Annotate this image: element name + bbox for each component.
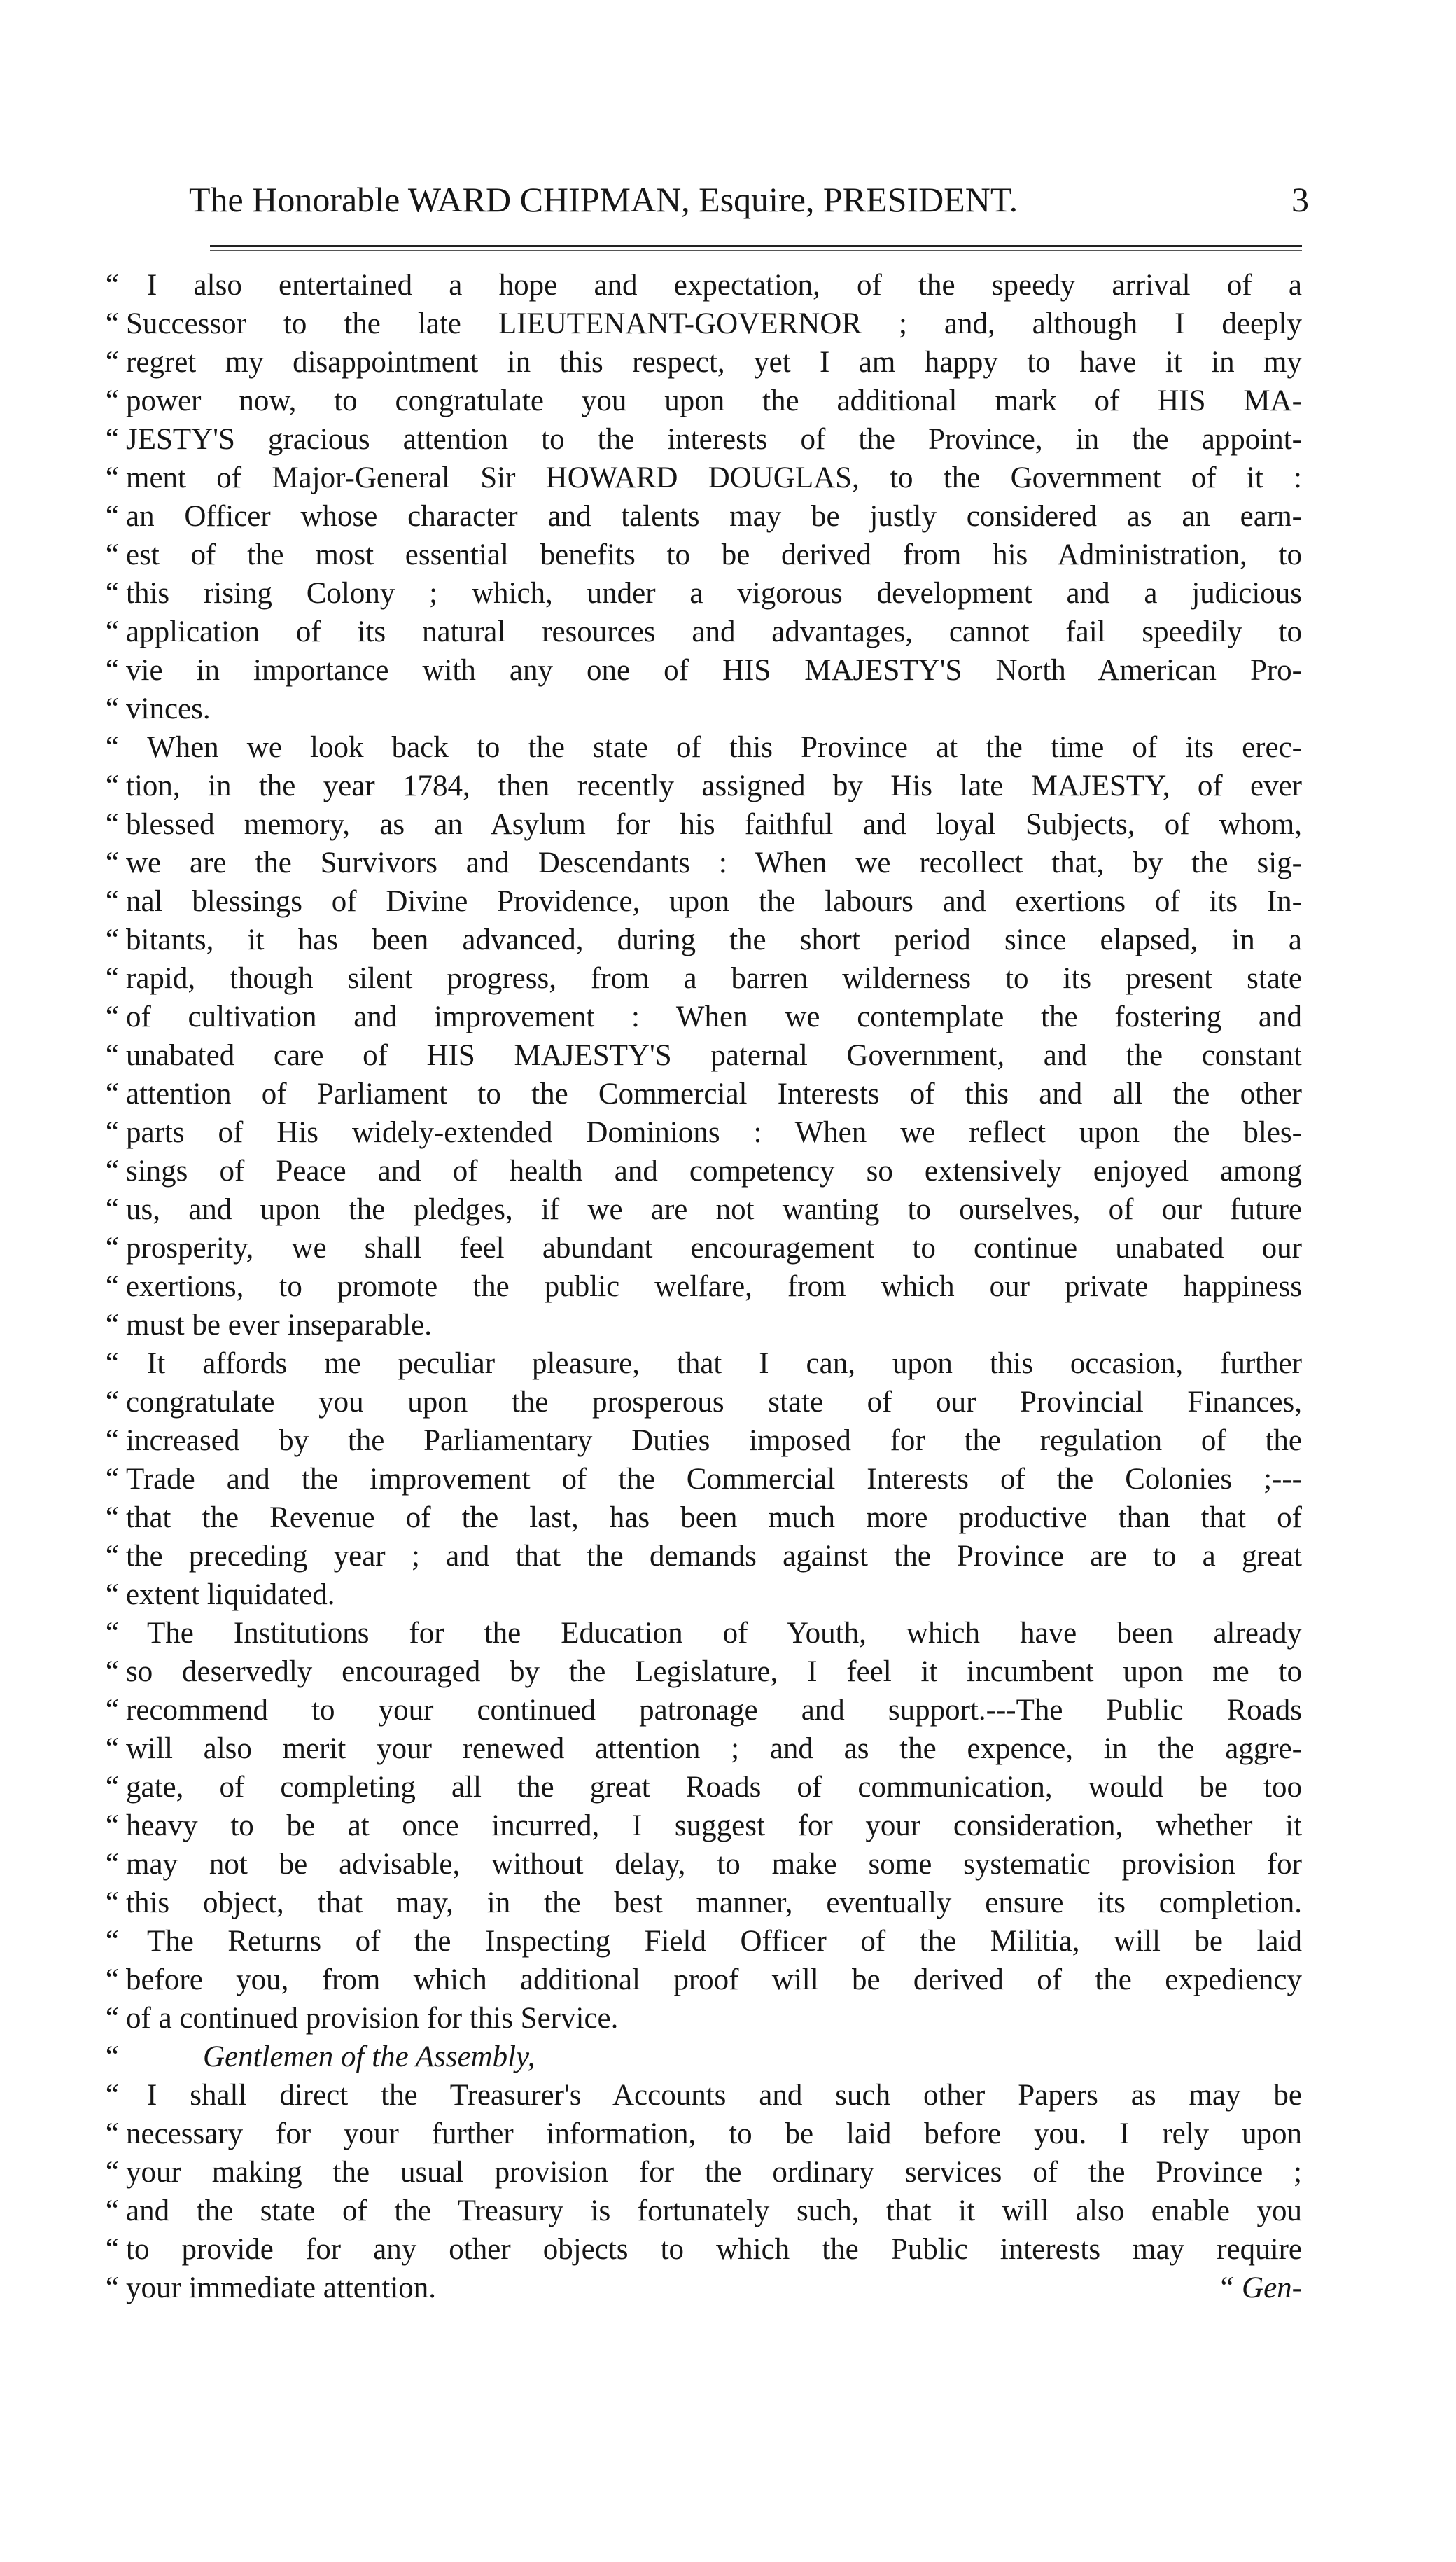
line-text: necessary for your further information, to be laid before you. I rely upon (126, 2117, 1302, 2150)
text-line (0, 1036, 1456, 1075)
quote-mark: “ (105, 1886, 119, 1919)
text-line (0, 1383, 1456, 1421)
line-text: est of the most essential benefits to be derived from his Administration, to (126, 538, 1302, 571)
text-line (0, 2115, 1456, 2153)
line-text: the preceding year ; and that the demands against the Province are to a great (126, 1540, 1302, 1573)
running-head (182, 175, 1309, 224)
text-line (0, 1884, 1456, 1922)
quote-mark: “ (105, 2271, 119, 2304)
quote-mark: “ (105, 1809, 119, 1842)
quote-mark: “ (105, 731, 119, 764)
quote-mark: “ (105, 2079, 119, 2112)
line-text: exertions, to promote the public welfare, from which our private happiness (126, 1270, 1302, 1303)
line-text: recommend to your continued patronage and support.---The Public Roads (126, 1694, 1302, 1727)
quote-mark: “ (105, 1001, 119, 1033)
text-line (0, 1344, 1456, 1383)
line-text: before you, from which additional proof will be derived of the expediency (126, 1963, 1302, 1996)
line-text: application of its natural resources and advantages, cannot fail speedily to (126, 615, 1302, 648)
line-text: I shall direct the Treasurer's Accounts and such other Papers as may be (147, 2079, 1302, 2112)
quote-mark: “ (105, 1578, 119, 1611)
text-line (0, 2269, 1456, 2307)
text-line (0, 1113, 1456, 1152)
line-text: JESTY'S gracious attention to the interests of the Province, in the appoint- (126, 423, 1302, 456)
quote-mark: “ (105, 1617, 119, 1650)
text-line (0, 1961, 1456, 1999)
quote-mark: “ (105, 1501, 119, 1534)
text-line (0, 1845, 1456, 1884)
line-text: to provide for any other objects to which the Public interests may require (126, 2233, 1302, 2266)
quote-mark: “ (105, 1078, 119, 1111)
quote-mark: “ (105, 1732, 119, 1765)
text-line (0, 2153, 1456, 2192)
text-line (0, 266, 1456, 305)
text-line (0, 651, 1456, 690)
text-line (0, 613, 1456, 651)
text-line (0, 1460, 1456, 1498)
line-text: so deservedly encouraged by the Legislature, I feel it incumbent upon me to (126, 1655, 1302, 1688)
quote-mark: “ (105, 500, 119, 533)
text-line (0, 959, 1456, 998)
line-text: ment of Major-General Sir HOWARD DOUGLAS, to the Government of it : (126, 461, 1302, 494)
text-line (0, 1806, 1456, 1845)
line-text: extent liquidated. (126, 1578, 335, 1611)
line-text: Gentlemen of the Assembly, (203, 2040, 536, 2073)
text-line (0, 1729, 1456, 1768)
line-text: rapid, though silent progress, from a barren wilderness to its present state (126, 962, 1302, 995)
line-text: us, and upon the pledges, if we are not wanting to ourselves, of our future (126, 1193, 1302, 1226)
quote-mark: “ (105, 1771, 119, 1804)
line-text: attention of Parliament to the Commercial Interests of this and all the other (126, 1078, 1302, 1111)
quote-mark: “ (105, 1309, 119, 1342)
line-text: I also entertained a hope and expectation, of the speedy arrival of a (147, 269, 1302, 302)
text-line (0, 2230, 1456, 2269)
quote-mark: “ (105, 2194, 119, 2227)
line-text: blessed memory, as an Asylum for his faithful and loyal Subjects, of whom, (126, 808, 1302, 841)
text-line (0, 382, 1456, 420)
quote-mark: “ (105, 1193, 119, 1226)
quote-mark: “ (105, 2117, 119, 2150)
text-line (0, 998, 1456, 1036)
text-line (0, 420, 1456, 459)
line-text: we are the Survivors and Descendants : When we recollect that, by the sig- (126, 847, 1302, 879)
text-line (0, 1691, 1456, 1729)
text-line (0, 844, 1456, 882)
quote-mark: “ (105, 461, 119, 494)
text-line (0, 1999, 1456, 2038)
quote-mark: “ (105, 1963, 119, 1996)
quote-mark: “ (105, 615, 119, 648)
text-line (0, 1421, 1456, 1460)
text-line (0, 2076, 1456, 2115)
page-number: 3 (1292, 180, 1309, 219)
quote-mark: “ (105, 1694, 119, 1727)
line-text: power now, to congratulate you upon the additional mark of HIS MA- (126, 384, 1302, 417)
quote-mark: “ (105, 1848, 119, 1881)
header-rule-thin (210, 250, 1302, 251)
text-line (0, 2038, 1456, 2076)
line-text: vinces. (126, 692, 211, 725)
line-text: Trade and the improvement of the Commercial Interests of the Colonies ;--- (126, 1463, 1302, 1496)
quote-mark: “ (105, 885, 119, 918)
quote-mark: “ (105, 423, 119, 456)
text-line (0, 497, 1456, 536)
quote-mark: “ (105, 1232, 119, 1265)
quote-mark: “ (105, 924, 119, 956)
line-text: your immediate attention. (126, 2271, 437, 2304)
text-line (0, 1190, 1456, 1229)
line-text: an Officer whose character and talents may be justly considered as an earn- (126, 500, 1302, 533)
text-line (0, 574, 1456, 613)
quote-mark: “ (105, 384, 119, 417)
text-line (0, 1152, 1456, 1190)
line-text: of cultivation and improvement : When we contemplate the fostering and (126, 1001, 1302, 1033)
text-line (0, 805, 1456, 844)
quote-mark: “ (105, 1039, 119, 1072)
quote-mark: “ (105, 1540, 119, 1573)
line-text: congratulate you upon the prosperous state of our Provincial Finances, (126, 1386, 1302, 1419)
text-line (0, 536, 1456, 574)
text-line (0, 1922, 1456, 1961)
line-text: The Institutions for the Education of Youth, which have been already (147, 1617, 1302, 1650)
text-line (0, 767, 1456, 805)
text-line (0, 690, 1456, 728)
header-rule (210, 245, 1302, 247)
text-line (0, 1614, 1456, 1652)
quote-mark: “ (105, 1925, 119, 1958)
quote-mark: “ (105, 1347, 119, 1380)
text-line (0, 305, 1456, 343)
line-text: bitants, it has been advanced, during the short period since elapsed, in a (126, 924, 1302, 956)
line-text: prosperity, we shall feel abundant encouragement to continue unabated our (126, 1232, 1302, 1265)
quote-mark: “ (105, 2233, 119, 2266)
quote-mark: “ (105, 2040, 119, 2073)
line-text: gate, of completing all the great Roads of communication, would be too (126, 1771, 1302, 1804)
line-text: your making the usual provision for the ordinary services of the Province ; (126, 2156, 1302, 2189)
line-text: nal blessings of Divine Providence, upon the labours and exertions of its In- (126, 885, 1302, 918)
quote-mark: “ (105, 2002, 119, 2035)
text-line (0, 1537, 1456, 1575)
text-line (0, 1229, 1456, 1267)
quote-mark: “ (105, 307, 119, 340)
line-text: When we look back to the state of this Province at the time of its erec- (147, 731, 1302, 764)
text-line (0, 1267, 1456, 1306)
line-text: sings of Peace and of health and competency so extensively enjoyed among (126, 1155, 1302, 1188)
quote-mark: “ (105, 1116, 119, 1149)
line-text: that the Revenue of the last, has been much more productive than that of (126, 1501, 1302, 1534)
line-text: this object, that may, in the best manner, eventually ensure its completion. (126, 1886, 1302, 1919)
quote-mark: “ (105, 577, 119, 610)
line-text: this rising Colony ; which, under a vigorous development and a judicious (126, 577, 1302, 610)
text-line (0, 1075, 1456, 1113)
line-text: and the state of the Treasury is fortunately such, that it will also enable you (126, 2194, 1302, 2227)
quote-mark: “ (105, 2156, 119, 2189)
line-text: may not be advisable, without delay, to make some systematic provision for (126, 1848, 1302, 1881)
text-line (0, 921, 1456, 959)
text-line (0, 459, 1456, 497)
line-text: increased by the Parliamentary Duties imposed for the regulation of the (126, 1424, 1302, 1457)
quote-mark: “ (105, 1270, 119, 1303)
line-text: It affords me peculiar pleasure, that I can, upon this occasion, further (147, 1347, 1302, 1380)
quote-mark: “ (105, 1424, 119, 1457)
quote-mark: “ (105, 1463, 119, 1496)
line-text: heavy to be at once incurred, I suggest for your consideration, whether it (126, 1809, 1302, 1842)
line-text: vie in importance with any one of HIS MAJESTY'S North American Pro- (126, 654, 1302, 687)
quote-mark: “ (105, 346, 119, 379)
line-text: tion, in the year 1784, then recently assigned by His late MAJESTY, of ever (126, 770, 1302, 802)
line-text: The Returns of the Inspecting Field Officer of the Militia, will be laid (147, 1925, 1302, 1958)
text-line (0, 1768, 1456, 1806)
text-line (0, 882, 1456, 921)
line-text: Successor to the late LIEUTENANT-GOVERNOR ; and, although I deeply (126, 307, 1302, 340)
quote-mark: “ (105, 1655, 119, 1688)
catchword: “ Gen- (1217, 2271, 1302, 2304)
text-line (0, 1652, 1456, 1691)
quote-mark: “ (105, 770, 119, 802)
quote-mark: “ (105, 538, 119, 571)
text-line (0, 1575, 1456, 1614)
text-line (0, 2192, 1456, 2230)
quote-mark: “ (105, 962, 119, 995)
quote-mark: “ (105, 847, 119, 879)
quote-mark: “ (105, 808, 119, 841)
line-text: must be ever inseparable. (126, 1309, 432, 1342)
quote-mark: “ (105, 1386, 119, 1419)
text-line (0, 728, 1456, 767)
quote-mark: “ (105, 692, 119, 725)
line-text: regret my disappointment in this respect, yet I am happy to have it in my (126, 346, 1302, 379)
line-text: parts of His widely-extended Dominions : When we reflect upon the bles- (126, 1116, 1302, 1149)
line-text: will also merit your renewed attention ; and as the expence, in the aggre- (126, 1732, 1302, 1765)
running-title: The Honorable WARD CHIPMAN, Esquire, PRESIDENT. (189, 180, 1018, 219)
text-line (0, 343, 1456, 382)
text-line (0, 1306, 1456, 1344)
quote-mark: “ (105, 1155, 119, 1188)
line-text: unabated care of HIS MAJESTY'S paternal Government, and the constant (126, 1039, 1302, 1072)
quote-mark: “ (105, 269, 119, 302)
line-text: of a continued provision for this Service. (126, 2002, 619, 2035)
quote-mark: “ (105, 654, 119, 687)
text-line (0, 1498, 1456, 1537)
